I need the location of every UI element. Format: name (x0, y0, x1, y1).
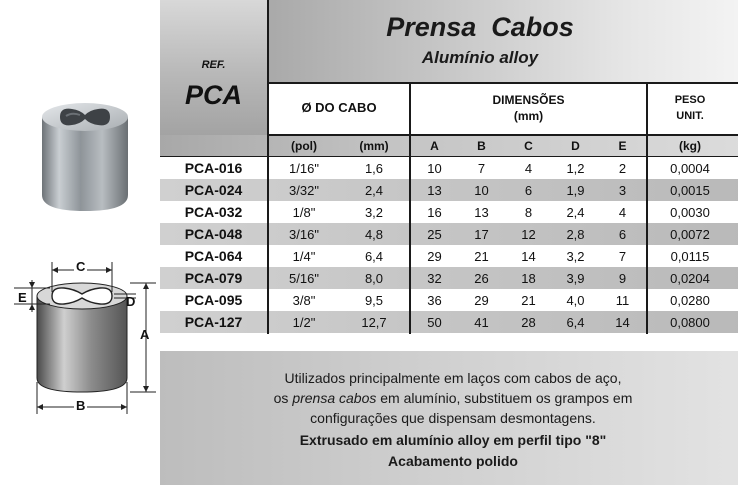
cell-d: 3,9 (566, 270, 585, 286)
cell-c: 12 (521, 226, 536, 242)
cell-mm: 1,6 (364, 160, 384, 176)
description-line-2 (160, 390, 738, 406)
cell-mm: 2,4 (364, 182, 384, 198)
description-line-3: configurações que dispensam desmontagens. (310, 410, 596, 426)
cell-kg: 0,0015 (670, 182, 710, 198)
divider-header-top (267, 82, 738, 84)
ref-label: REF. (201, 59, 226, 71)
description-line-1: Utilizados principalmente em laços com cabos de aço, (284, 370, 622, 386)
cell-d: 1,2 (566, 160, 585, 176)
cell-a: 13 (427, 182, 442, 198)
cell-b: 21 (474, 248, 489, 264)
weight-header-label: PESO (674, 94, 706, 106)
diagram-label-c: C (76, 259, 86, 274)
cell-c: 18 (521, 270, 536, 286)
unit-c: C (524, 138, 533, 153)
cell-a: 10 (427, 160, 442, 176)
cell-b: 41 (474, 314, 489, 330)
cell-kg: 0,0115 (670, 248, 710, 264)
divider-weight (646, 83, 648, 334)
cell-ref: PCA-024 (184, 182, 243, 198)
ref-value: PCA (184, 80, 242, 110)
unit-mm: (mm) (359, 138, 389, 153)
diagram-label-b: B (76, 398, 86, 413)
cell-mm: 12,7 (361, 314, 387, 330)
dimensions-header-label: DIMENSÕES (492, 93, 565, 107)
cell-b: 29 (474, 292, 489, 308)
cell-e: 6 (618, 226, 627, 242)
unit-a: A (430, 138, 439, 153)
cell-e: 11 (615, 292, 630, 308)
cell-e: 4 (618, 204, 627, 220)
cell-b: 13 (474, 204, 489, 220)
description-line-2-pre: os (273, 390, 293, 406)
product-subtitle: Alumínio alloy (421, 48, 539, 67)
cell-mm: 8,0 (364, 270, 384, 286)
divider-units-bottom (160, 156, 738, 157)
dimensions-header-unit: (mm) (513, 109, 544, 123)
cell-mm: 3,2 (364, 204, 384, 220)
cell-mm: 6,4 (364, 248, 384, 264)
cell-ref: PCA-079 (184, 270, 243, 286)
divider-ref (267, 0, 269, 334)
cell-a: 29 (427, 248, 442, 264)
cell-b: 17 (474, 226, 489, 242)
cell-mm: 9,5 (364, 292, 384, 308)
cell-ref: PCA-064 (184, 248, 243, 264)
table-row (160, 223, 738, 245)
cell-a: 50 (427, 314, 442, 330)
cell-ref: PCA-016 (184, 160, 243, 176)
cell-b: 10 (474, 182, 489, 198)
cell-kg: 0,0204 (670, 270, 710, 286)
cell-e: 7 (618, 248, 627, 264)
table-row (160, 311, 738, 333)
cell-b: 7 (477, 160, 486, 176)
cell-c: 8 (524, 204, 533, 220)
table-row (160, 157, 738, 179)
diameter-header (269, 83, 409, 133)
cell-d: 4,0 (566, 292, 585, 308)
cell-e: 14 (615, 314, 630, 330)
cell-pol: 1/8" (292, 204, 316, 220)
cell-d: 2,4 (566, 204, 585, 220)
cell-a: 32 (427, 270, 442, 286)
cell-c: 4 (524, 160, 533, 176)
cell-pol: 3/16" (289, 226, 319, 242)
description-line-2-emphasis: prensa cabos (292, 390, 377, 406)
cell-e: 9 (618, 270, 627, 286)
cell-pol: 1/16" (289, 160, 319, 176)
cell-d: 2,8 (566, 226, 585, 242)
weight-header (648, 83, 732, 133)
table-row (160, 267, 738, 289)
cell-e: 2 (618, 160, 627, 176)
cell-pol: 5/16" (289, 270, 319, 286)
cell-kg: 0,0800 (670, 314, 710, 330)
description-line-2-post: em alumínio, substituem os grampos em (376, 390, 633, 406)
cell-pol: 3/8" (292, 292, 316, 308)
cell-b: 26 (474, 270, 489, 286)
diagram-label-d: D (126, 294, 136, 309)
cell-c: 21 (521, 292, 536, 308)
diameter-header-label: Ø DO CABO (301, 100, 377, 115)
cell-kg: 0,0004 (670, 160, 710, 176)
table-row (160, 245, 738, 267)
table-row (160, 289, 738, 311)
table-row (160, 201, 738, 223)
dimensions-header (411, 83, 646, 133)
unit-kg: (kg) (679, 138, 701, 153)
diagram-label-e: E (18, 290, 27, 305)
divider-dim (409, 83, 411, 334)
cell-kg: 0,0030 (670, 204, 710, 220)
unit-b: B (477, 138, 486, 153)
description-line-4: Extrusado em alumínio alloy em perfil tipo "8" (299, 432, 607, 448)
unit-d: D (571, 138, 580, 153)
product-title: Prensa Cabos (386, 12, 574, 42)
cell-pol: 1/4" (292, 248, 316, 264)
weight-header-unit: UNIT. (676, 110, 704, 122)
description-line-5: Acabamento polido (388, 453, 518, 469)
cell-kg: 0,0280 (670, 292, 710, 308)
unit-e: E (618, 138, 627, 153)
ferrule-photo (30, 95, 140, 220)
divider-units-top (267, 134, 738, 136)
ferrule-dimension-diagram (10, 258, 160, 418)
cell-pol: 1/2" (292, 314, 316, 330)
cell-d: 1,9 (566, 182, 585, 198)
unit-pol: (pol) (291, 138, 317, 153)
cell-ref: PCA-048 (184, 226, 243, 242)
cell-kg: 0,0072 (670, 226, 710, 242)
table-row (160, 179, 738, 201)
cell-a: 16 (427, 204, 442, 220)
cell-ref: PCA-032 (184, 204, 243, 220)
cell-c: 14 (521, 248, 536, 264)
cell-d: 6,4 (566, 314, 585, 330)
diagram-label-a: A (140, 327, 150, 342)
cell-c: 6 (524, 182, 533, 198)
cell-pol: 3/32" (289, 182, 319, 198)
cell-ref: PCA-127 (184, 314, 243, 330)
cell-e: 3 (618, 182, 627, 198)
cell-a: 25 (427, 226, 442, 242)
cell-d: 3,2 (566, 248, 585, 264)
cell-mm: 4,8 (364, 226, 384, 242)
cell-ref: PCA-095 (184, 292, 243, 308)
cell-a: 36 (427, 292, 442, 308)
cell-c: 28 (521, 314, 536, 330)
